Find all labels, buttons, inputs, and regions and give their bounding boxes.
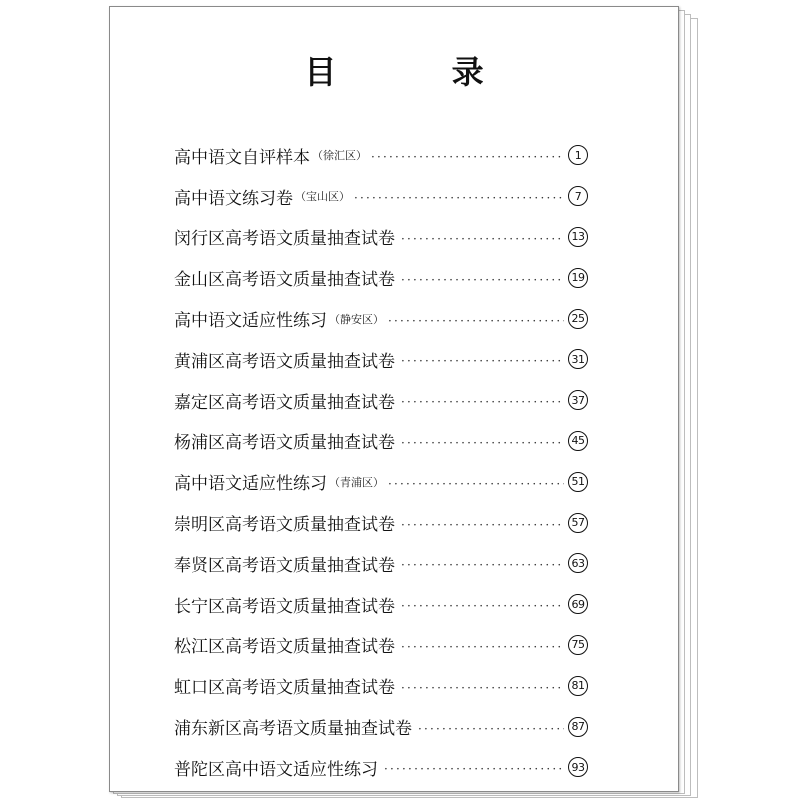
leader-dots [371,146,564,164]
entry-district: （静安区） [329,312,384,326]
toc-entry[interactable] [174,380,588,421]
table-of-contents [174,135,588,788]
leader-dots [401,269,564,287]
toc-entry[interactable] [174,298,588,339]
toc-entry[interactable] [174,584,588,625]
entry-title: 奉贤区高考语文质量抽查试卷 [174,555,395,576]
page-number: 45 [568,431,588,451]
toc-page [109,6,679,792]
leader-dots [401,228,564,246]
page-number: 25 [568,309,588,329]
page-number: 19 [568,268,588,288]
leader-dots [401,677,564,695]
page-number: 75 [568,635,588,655]
leader-dots [388,473,564,491]
entry-title: 松江区高考语文质量抽查试卷 [174,637,395,658]
toc-entry[interactable] [174,502,588,543]
entry-title: 嘉定区高考语文质量抽查试卷 [174,392,395,413]
leader-dots [401,350,564,368]
page-number: 87 [568,717,588,737]
entry-title: 高中语文练习卷 [174,188,293,209]
leader-dots [354,187,564,205]
entry-title: 浦东新区高考语文质量抽查试卷 [174,719,412,740]
page-number: 7 [568,186,588,206]
leader-dots [418,718,564,736]
entry-title: 崇明区高考语文质量抽查试卷 [174,515,395,536]
leader-dots [401,391,564,409]
page-number: 1 [568,145,588,165]
page-number: 81 [568,676,588,696]
entry-title: 长宁区高考语文质量抽查试卷 [174,596,395,617]
leader-dots [384,758,564,776]
entry-district: （青浦区） [329,475,384,489]
leader-dots [388,310,564,328]
toc-entry[interactable] [174,339,588,380]
toc-entry[interactable] [174,543,588,584]
page-number: 13 [568,227,588,247]
entry-district: （徐汇区） [312,149,367,163]
page-number: 69 [568,594,588,614]
page-number: 93 [568,757,588,777]
leader-dots [401,554,564,572]
leader-dots [401,432,564,450]
entry-title: 高中语文自评样本 [174,147,310,168]
page-title: 目 录 [304,53,536,91]
page-number: 31 [568,349,588,369]
leader-dots [401,636,564,654]
leader-dots [401,514,564,532]
entry-title: 闵行区高考语文质量抽查试卷 [174,229,395,250]
entry-title: 金山区高考语文质量抽查试卷 [174,270,395,291]
toc-entry[interactable] [174,461,588,502]
page-number: 51 [568,472,588,492]
entry-title: 高中语文适应性练习 [174,474,327,495]
page-number: 63 [568,553,588,573]
toc-entry[interactable] [174,665,588,706]
entry-title: 虹口区高考语文质量抽查试卷 [174,678,395,699]
toc-entry[interactable] [174,421,588,462]
toc-entry[interactable] [174,706,588,747]
toc-entry[interactable] [174,747,588,788]
page-number: 37 [568,390,588,410]
entry-title: 普陀区高中语文适应性练习 [174,759,378,780]
toc-entry[interactable] [174,135,588,176]
entry-title: 高中语文适应性练习 [174,311,327,332]
toc-entry[interactable] [174,176,588,217]
entry-title: 黄浦区高考语文质量抽查试卷 [174,351,395,372]
page-number: 57 [568,513,588,533]
toc-entry[interactable] [174,257,588,298]
leader-dots [401,595,564,613]
toc-entry[interactable] [174,217,588,258]
toc-entry[interactable] [174,625,588,666]
entry-title: 杨浦区高考语文质量抽查试卷 [174,433,395,454]
entry-district: （宝山区） [295,190,350,204]
